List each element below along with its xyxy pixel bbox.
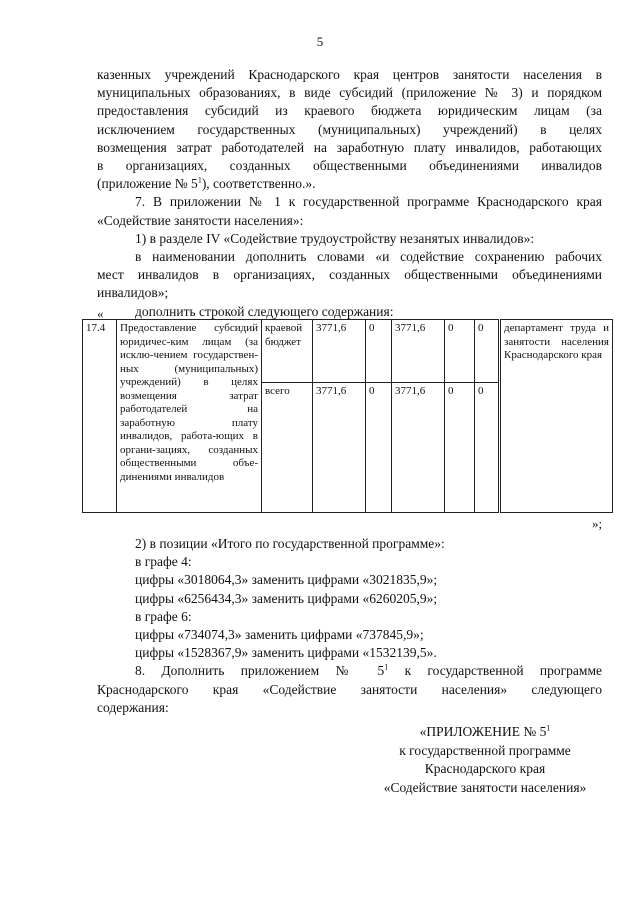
para1-line: в организациях, созданных общественными объединениями инвалидов bbox=[97, 158, 602, 174]
table-cell: 0 bbox=[366, 383, 392, 513]
measure-description: Предоставление субсидий юридичес-ким лицам (за исклю-чением государствен-ных (муниципальных) учреждений) в целях возмещения затрат работодателей на заработную плату инвалидов, работа-ющих в органи-зациях, созданных общественными объе-динениями инвалидов bbox=[117, 320, 262, 513]
item1a-line1: в наименовании дополнить словами «и содействие сохранению рабочих bbox=[135, 249, 602, 265]
item1a-line3: инвалидов»; bbox=[97, 285, 169, 301]
body-text bbox=[97, 66, 602, 321]
para1-line: казенных учреждений Краснодарского края центров занятости населения в bbox=[97, 67, 602, 82]
para7-line1: 7. В приложении № 1 к государственной программе Краснодарского края bbox=[135, 194, 602, 210]
column-4-replacement: цифры «6256434,3» заменить цифрами «6260205,9»; bbox=[135, 590, 438, 606]
appendix-line: Краснодарского края bbox=[424, 761, 546, 776]
para1-line: возмещения затрат работодателей на заработную плату инвалидов, работающих bbox=[97, 139, 602, 155]
item1a-line2: мест инвалидов в организациях, созданных общественными объединениями bbox=[97, 267, 602, 283]
column-6-heading: в графе 6: bbox=[135, 608, 192, 624]
para8-line2: Краснодарского края «Содействие занятости населения» следующего bbox=[97, 681, 602, 697]
funding-source: всего bbox=[262, 383, 313, 513]
para8-line3: содержания: bbox=[97, 699, 169, 715]
appendix-header bbox=[370, 723, 600, 797]
table-cell: 0 bbox=[445, 383, 475, 513]
quote-open: « bbox=[97, 306, 104, 321]
para1-line: предоставления субсидий из краевого бюджета юридическим лицам (за bbox=[97, 103, 602, 119]
table-cell: 0 bbox=[366, 320, 392, 383]
appendix-title: «ПРИЛОЖЕНИЕ № $5^1$ bbox=[419, 723, 551, 739]
page-number: 5 bbox=[316, 34, 324, 49]
column-4-heading: в графе 4: bbox=[135, 554, 192, 570]
para7-line2: «Содействие занятости населения»: bbox=[97, 212, 304, 228]
funding-source: краевой бюджет bbox=[262, 320, 313, 383]
row-number: 17.4 bbox=[83, 320, 117, 513]
column-6-replacement: цифры «1528367,9» заменить цифрами «1532139,5». bbox=[135, 645, 437, 661]
superscript: 1 bbox=[384, 662, 389, 672]
item1b: дополнить строкой следующего содержания: bbox=[135, 303, 394, 319]
column-6-replacement: цифры «734074,3» заменить цифрами «737845,9»; bbox=[135, 627, 424, 643]
table-cell: 0 bbox=[445, 320, 475, 383]
para1-last-line: (приложение № $5^1$), соответственно.». bbox=[97, 175, 316, 192]
department: департамент труда и занятости населения Краснодарского края bbox=[500, 320, 613, 513]
table-cell: 3771,6 bbox=[392, 320, 445, 383]
superscript: 1 bbox=[197, 175, 202, 185]
appendix-line: к государственной программе bbox=[399, 742, 571, 758]
table-cell: 3771,6 bbox=[313, 383, 366, 513]
table-cell: 0 bbox=[475, 383, 500, 513]
column-4-replacement: цифры «3018064,3» заменить цифрами «3021835,9»; bbox=[135, 572, 438, 588]
table-cell: 3771,6 bbox=[313, 320, 366, 383]
appendix-line: «Содействие занятости населения» bbox=[383, 779, 587, 795]
table-cell: 0 bbox=[475, 320, 500, 383]
superscript: 1 bbox=[546, 723, 551, 733]
quote-close: »; bbox=[592, 516, 603, 531]
item2: 2) в позиции «Итого по государственной программе»: bbox=[135, 536, 445, 551]
section-2-text bbox=[97, 535, 602, 717]
para1-line: исключением государственных (муниципальных) учреждений) в целях bbox=[97, 121, 602, 137]
item1: 1) в разделе IV «Содействие трудоустройству незанятых инвалидов»: bbox=[135, 230, 535, 246]
program-table bbox=[82, 319, 613, 513]
table-cell: 3771,6 bbox=[392, 383, 445, 513]
para1-line: муниципальных образованиях, в виде субсидий (приложение № 3) и порядком bbox=[97, 85, 602, 101]
table-row bbox=[83, 320, 613, 383]
para8-line1: 8. Дополнить приложением № $5^1$ к государственной программе bbox=[135, 662, 602, 679]
